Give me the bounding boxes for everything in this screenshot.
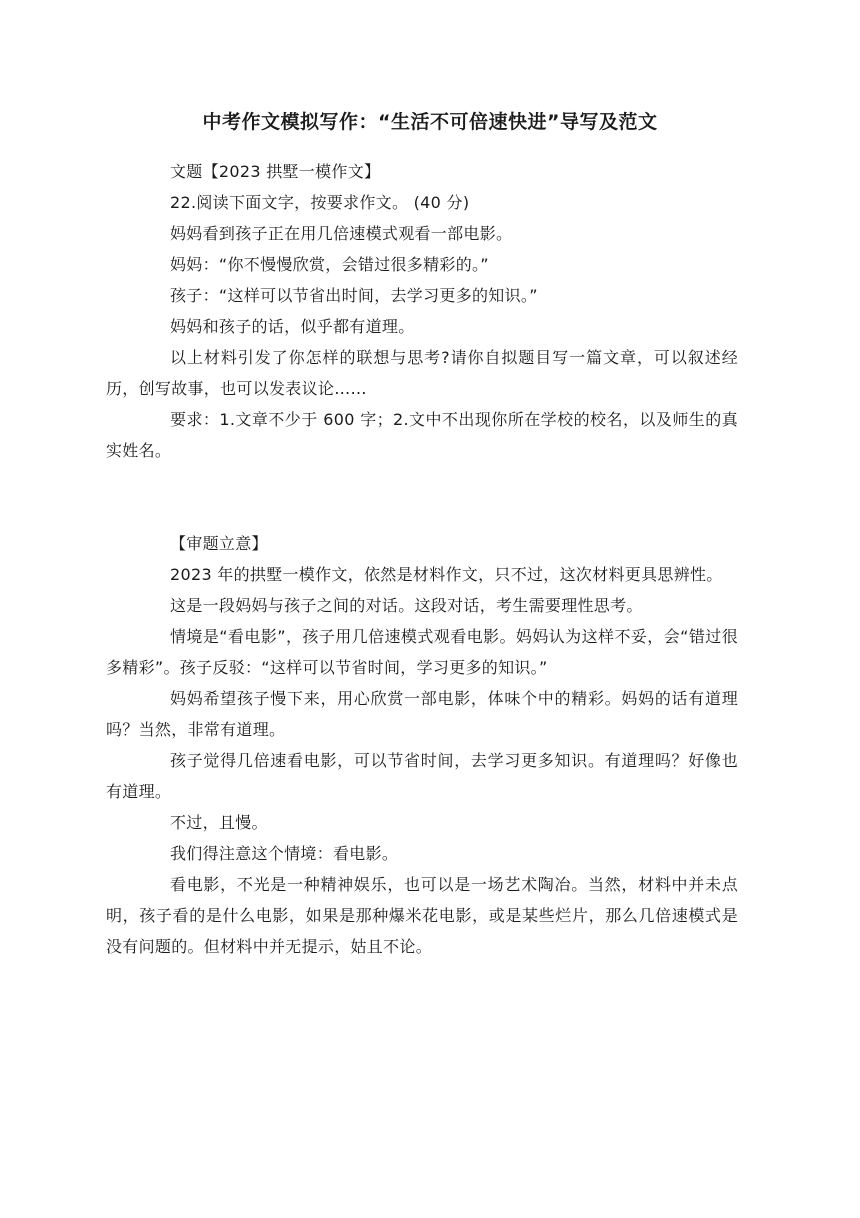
prompt-heading: 文题【2023 拱墅一模作文】	[170, 162, 381, 181]
analysis-section	[106, 528, 738, 962]
document-body	[106, 156, 738, 962]
analysis-paragraph: 情境是“看电影”，孩子用几倍速模式观看电影。妈妈认为这样不妥，会“错过很多精彩”。孩子反驳：“这样可以节省时间，学习更多的知识。”	[106, 627, 738, 677]
analysis-paragraph: 2023 年的拱墅一模作文，依然是材料作文，只不过，这次材料更具思辨性。	[170, 565, 723, 584]
analysis-paragraph: 孩子觉得几倍速看电影，可以节省时间，去学习更多知识。有道理吗？好像也有道理。	[106, 751, 738, 801]
prompt-paragraph: 妈妈和孩子的话，似乎都有道理。	[170, 317, 415, 336]
analysis-paragraph: 妈妈希望孩子慢下来，用心欣赏一部电影，体味个中的精彩。妈妈的话有道理吗？当然，非常有道理。	[106, 689, 738, 739]
analysis-paragraph: 我们得注意这个情境：看电影。	[170, 844, 399, 863]
analysis-paragraph: 这是一段妈妈与孩子之间的对话。这段对话，考生需要理性思考。	[170, 596, 643, 615]
section-spacer	[106, 466, 738, 528]
document-title: 中考作文模拟写作：“生活不可倍速快进”导写及范文	[202, 111, 658, 133]
prompt-section	[106, 156, 738, 466]
prompt-paragraph: 以上材料引发了你怎样的联想与思考?请你自拟题目写一篇文章，可以叙述经历，创写故事，也可以发表议论……	[106, 348, 738, 398]
prompt-requirements: 要求：1.文章不少于 600 字；2.文中不出现你所在学校的校名，以及师生的真实姓名。	[106, 410, 738, 460]
prompt-paragraph: 妈妈：“你不慢慢欣赏，会错过很多精彩的。”	[170, 255, 489, 274]
analysis-paragraph: 看电影，不光是一种精神娱乐，也可以是一场艺术陶冶。当然，材料中并未点明，孩子看的是什么电影，如果是那种爆米花电影，或是某些烂片，那么几倍速模式是没有问题的。但材料中并无提示，姑且不论。	[106, 875, 738, 956]
prompt-instruction: 22.阅读下面文字，按要求作文。 (40 分)	[170, 193, 470, 212]
prompt-paragraph: 孩子：“这样可以节省出时间，去学习更多的知识。”	[170, 286, 538, 305]
prompt-paragraph: 妈妈看到孩子正在用几倍速模式观看一部电影。	[170, 224, 513, 243]
analysis-paragraph: 不过，且慢。	[170, 813, 268, 832]
analysis-heading: 【审题立意】	[170, 534, 268, 553]
